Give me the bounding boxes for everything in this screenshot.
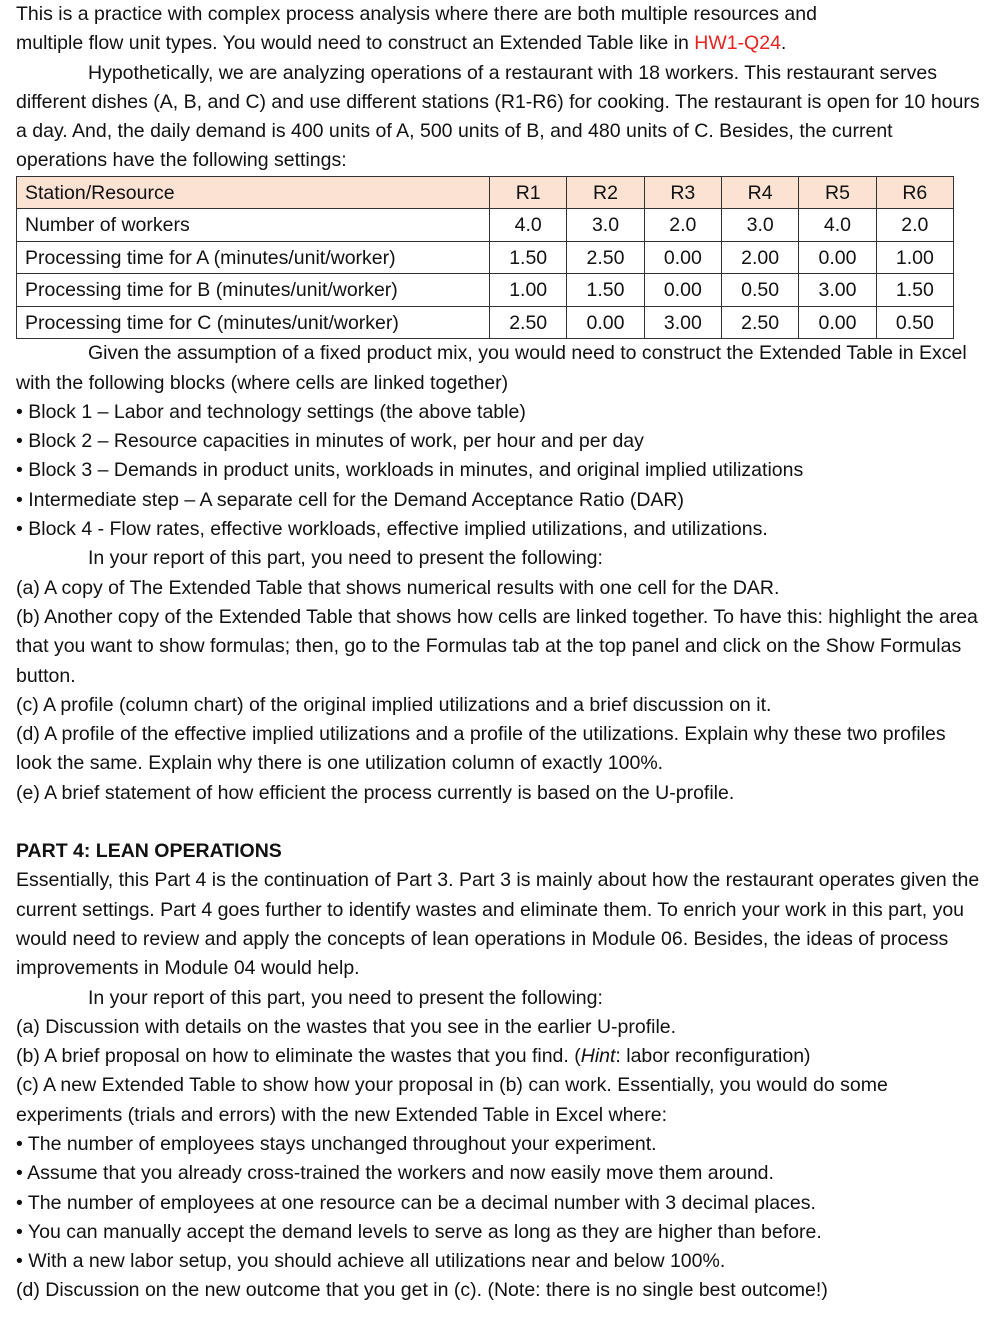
table-header-row — [17, 176, 954, 209]
part3-bullet: • Block 3 – Demands in product units, workloads in minutes, and original implied utilizations — [16, 459, 804, 482]
part4-bullet: • You can manually accept the demand levels to serve as long as they are higher than before. — [16, 1220, 822, 1243]
table-row — [17, 241, 954, 274]
table-cell: 0.50 — [721, 274, 798, 307]
table-cell: 1.50 — [567, 274, 644, 307]
table-cell: 0.00 — [644, 274, 721, 307]
part4-item-d: (d) Discussion on the new outcome that you get in (c). (Note: there is no single best outcome!) — [16, 1279, 828, 1302]
table-header-cell: R5 — [799, 176, 876, 209]
part3-paragraph: Given the assumption of a fixed product mix, you would need to construct the Extended Table in Excel with the following blocks (where cells are linked together) — [16, 342, 967, 394]
table-cell: 2.0 — [876, 209, 953, 242]
part3-item-a: (a) A copy of The Extended Table that shows numerical results with one cell for the DAR. — [16, 576, 780, 599]
part3-item-d: (d) A profile of the effective implied utilizations and a profile of the utilizations. Explain why these two profiles look the same. Explain why there is one utilization column of exactly 100%. — [16, 723, 946, 775]
table-header-cell: R3 — [644, 176, 721, 209]
table-cell: 0.00 — [644, 241, 721, 274]
table-cell: Processing time for A (minutes/unit/worker) — [17, 241, 490, 274]
table-header-cell: R1 — [490, 176, 567, 209]
table-cell: 2.0 — [644, 209, 721, 242]
part4-heading: PART 4: LEAN OPERATIONS — [16, 840, 282, 863]
part4-bullet: • The number of employees at one resource can be a decimal number with 3 decimal places. — [16, 1191, 816, 1214]
table-cell: 3.00 — [799, 274, 876, 307]
table-cell: 3.00 — [644, 306, 721, 339]
intro-line-2 — [16, 29, 980, 58]
part3-report-intro: In your report of this part, you need to present the following: — [88, 547, 603, 570]
table-cell: 0.00 — [567, 306, 644, 339]
table-header-cell: Station/Resource — [17, 176, 490, 209]
table-cell: 2.00 — [721, 241, 798, 274]
part4-item-c: (c) A new Extended Table to show how your proposal in (b) can work. Essentially, you would do some experiments (trials and errors) with the new Extended Table in Excel where: — [16, 1074, 888, 1126]
table-cell: Number of workers — [17, 209, 490, 242]
table-cell: 1.50 — [876, 274, 953, 307]
intro-paragraph-2: Hypothetically, we are analyzing operations of a restaurant with 18 workers. This restaurant serves different dishes (A, B, and C) and use different stations (R1-R6) for cooking. The restaurant is open for 10 hours a day. And, the daily demand is 400 units of A, 500 units of B, and 480 units of C. Besides, the current operations have the following settings: — [16, 61, 980, 172]
table-cell: 2.50 — [490, 306, 567, 339]
part4-report-intro: In your report of this part, you need to present the following: — [88, 986, 603, 1009]
intro-line-2-end: . — [780, 32, 787, 55]
part4-bullet: • With a new labor setup, you should achieve all utilizations near and below 100%. — [16, 1250, 726, 1273]
table-cell: 2.50 — [721, 306, 798, 339]
part3-bullet: • Intermediate step – A separate cell for the Demand Acceptance Ratio (DAR) — [16, 488, 685, 511]
table-cell: 1.00 — [876, 241, 953, 274]
intro-line-2-text: multiple flow unit types. You would need to construct an Extended Table like in — [16, 32, 695, 55]
part4-paragraph: Essentially, this Part 4 is the continuation of Part 3. Part 3 is mainly about how the restaurant operates given the current settings. Part 4 goes further to identify wastes and eliminate them. To enrich your work in this part, you would need to review and apply the concepts of lean operations in Module 06. Besides, the ideas of process improvements in Module 04 would help. — [16, 869, 980, 980]
table-cell: 3.0 — [721, 209, 798, 242]
table-cell: 0.00 — [799, 306, 876, 339]
hw1-q24-link[interactable]: HW1-Q24 — [694, 32, 781, 55]
part3-item-c: (c) A profile (column chart) of the original implied utilizations and a brief discussion on it. — [16, 693, 772, 716]
table-cell: 4.0 — [490, 209, 567, 242]
intro-line-1: This is a practice with complex process analysis where there are both multiple resources and — [16, 3, 817, 25]
table-row — [17, 306, 954, 339]
table-cell: Processing time for B (minutes/unit/worker) — [17, 274, 490, 307]
table-cell: 0.50 — [876, 306, 953, 339]
part4-item-a: (a) Discussion with details on the wastes that you see in the earlier U-profile. — [16, 1015, 677, 1038]
part4-bullet: • The number of employees stays unchanged throughout your experiment. — [16, 1133, 657, 1155]
part4-bullet: • Assume that you already cross-trained the workers and now easily move them around. — [16, 1162, 774, 1185]
part3-bullet: • Block 1 – Labor and technology settings (the above table) — [16, 400, 526, 423]
table-cell: 1.50 — [490, 241, 567, 274]
part3-item-b: (b) Another copy of the Extended Table that shows how cells are linked together. To have this: highlight the area that you want to show formulas; then, go to the Formulas tab at the top panel and click on the Show Formulas button. — [16, 605, 978, 687]
table-cell: Processing time for C (minutes/unit/worker) — [17, 306, 490, 339]
part3-bullet: • Block 4 - Flow rates, effective workloads, effective implied utilizations, and utilizations. — [16, 518, 768, 541]
table-row — [17, 209, 954, 242]
table-cell: 4.0 — [799, 209, 876, 242]
table-cell: 1.00 — [490, 274, 567, 307]
table-cell: 2.50 — [567, 241, 644, 274]
table-cell: 0.00 — [799, 241, 876, 274]
table-cell: 3.0 — [567, 209, 644, 242]
table-row — [17, 274, 954, 307]
part3-bullet: • Block 2 – Resource capacities in minutes of work, per hour and per day — [16, 430, 644, 453]
part4-item-b — [16, 1042, 980, 1071]
part4-item-b-text-end: : labor reconfiguration) — [615, 1045, 811, 1068]
table-header-cell: R4 — [721, 176, 798, 209]
part3-item-e: (e) A brief statement of how efficient the process currently is based on the U-profile. — [16, 781, 735, 804]
table-header-cell: R2 — [567, 176, 644, 209]
resource-settings-table — [16, 176, 954, 340]
table-header-cell: R6 — [876, 176, 953, 209]
hint-label: Hint — [580, 1045, 616, 1068]
part4-item-b-text: (b) A brief proposal on how to eliminate the wastes that you find. ( — [16, 1045, 581, 1068]
